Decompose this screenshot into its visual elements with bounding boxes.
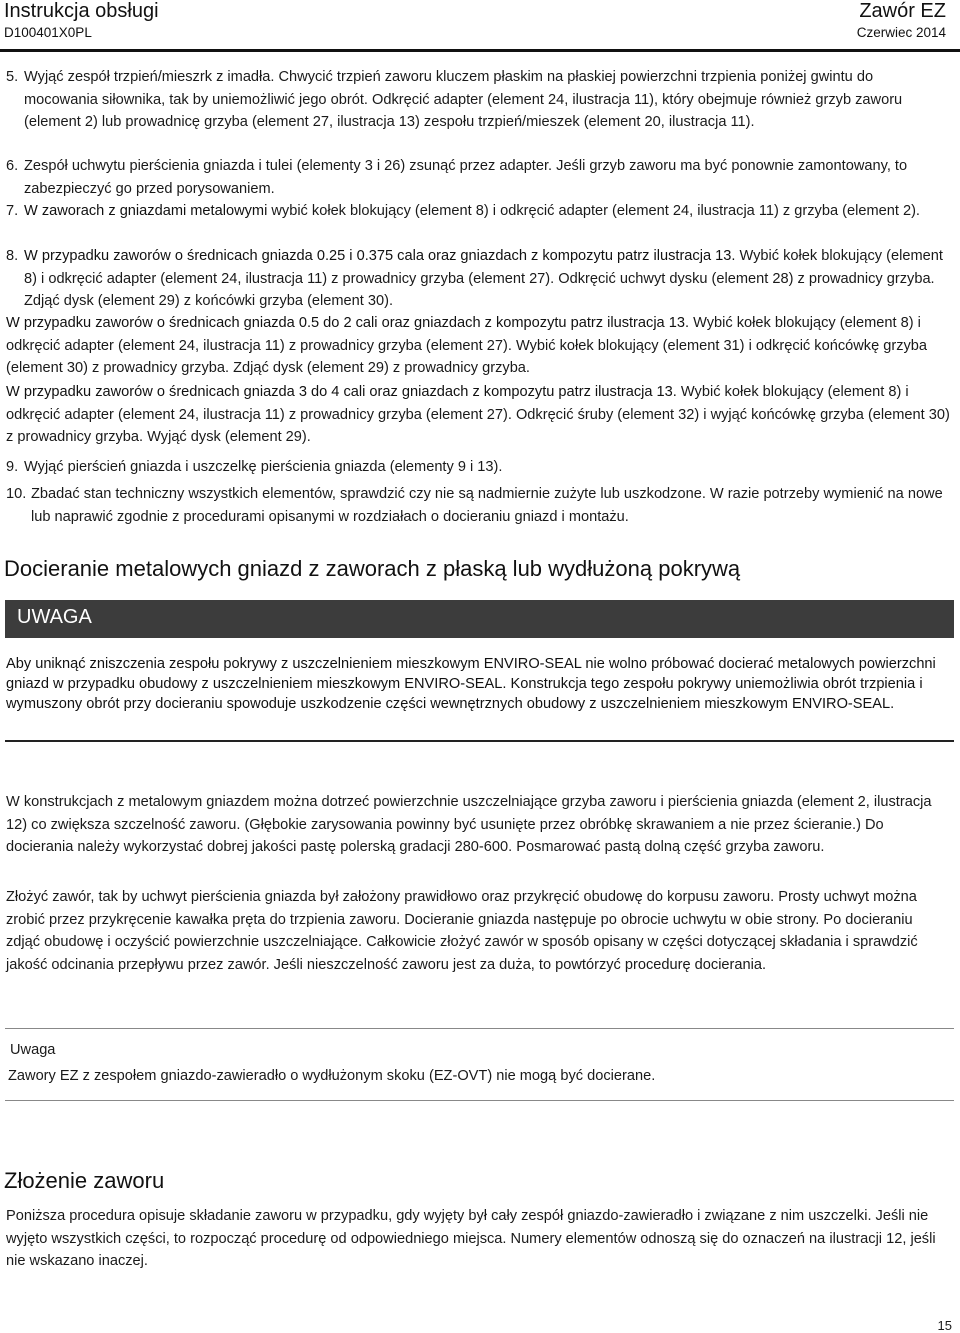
step-text: Wybić kołek blokujący (element 8) i odkręcić adapter (element 24, ilustracja 11) z prowadnicy grzyba (element 27). Odkręcić uchwyt dysku (element 28) z prowadnicy grzyba. Zdjąć dysk (element 29) z końcówki grzyba (element 30). [24,248,943,310]
lapping-paragraph-1: W konstrukcjach z metalowym gniazdem można dotrzeć powierzchnie uszczelniające grzyba zaworu i pierścienia gniazda (element 2, ilustracja 12) co zwiększa szczelność zaworu. (Głębokie zarysowania powinny być usunięte przez obróbkę skrawaniem a nie przez ścieranie.) Do docierania należy wykorzystać dobrej jakości pastę polerską gradacji 280-600. Posmarować pastą dolną część grzyba zaworu. [6,794,932,856]
step-lead: W przypadku zaworów o średnicach gniazda 0.5 do 2 cali oraz gniazdach z kompozytu patrz ilustracja 13. [6,315,690,331]
section-title-assembly: Złożenie zaworu [4,1168,165,1193]
step-8-case-0-5-to-2 [6,312,950,380]
step-text: Wybić kołek blokujący (element 8) i odkręcić adapter (element 24, ilustracja 11) z prowadnicy grzyba (element 27). Odkręcić śruby (element 32) i wyjąć końcówkę grzyba (element 30) z prowadnicy grzyba. Wyjąć dysk (element 29). [6,384,950,446]
step-text: wybić kołek blokujący (element 8) i odkręcić adapter (element 24, ilustracja 11) z grzyba (element 2). [267,203,920,219]
page-number: 15 [937,1318,952,1333]
warning-text: Aby uniknąć zniszczenia zespołu pokrywy z uszczelnieniem mieszkowym ENVIRO-SEAL nie wolno próbować docierać metalowych powierzchni gniazd w przypadku obudowy z uszczelnieniem mieszkowym ENVIRO-SEAL. Konstrukcja tego zespołu pokrywy uniemożliwia obrót trzpienia i wymuszony obrót przy docieraniu spowoduje uszkodzenie części wewnętrznych obudowy z uszczelnieniem mieszkowym ENVIRO-SEAL. [6,656,936,712]
note-text: Zawory EZ z zespołem gniazdo-zawieradło o wydłużonym skoku (EZ-OVT) nie mogą być docierane. [8,1068,656,1084]
step-text: Zbadać stan techniczny wszystkich elementów, sprawdzić czy nie są nadmiernie zużyte lub uszkodzone. W razie potrzeby wymienić na nowe lub naprawić zgodnie z procedurami opisanymi w rozdziałach o docieraniu gniazd i montażu. [31,486,943,525]
header-divider [0,49,960,52]
step-7 [6,200,950,223]
warning-bottom-divider [5,740,954,742]
product-title: Zawór EZ [859,0,946,22]
step-8 [6,245,950,313]
step-text: Zespół uchwytu pierścienia gniazda i tulei (elementy 3 i 26) zsunąć przez adapter. Jeśli grzyb zaworu ma być ponownie zamontowany, to zabezpieczyć go przed porysowaniem. [24,158,908,197]
step-body [24,245,950,313]
step-6 [6,155,950,200]
step-lead: W zaworach z gniazdami metalowymi [24,203,268,219]
document-code: D100401X0PL [4,25,92,40]
step-number: 8. [6,248,19,264]
step-lead: W przypadku zaworów o średnicach gniazda 3 do 4 cali oraz gniazdach z kompozytu patrz ilustracja 13. [6,384,677,400]
warning-banner [5,600,954,638]
step-number: 5. [6,69,19,85]
step-body [24,200,950,223]
note-bottom-divider [5,1100,954,1101]
step-number: 6. [6,158,19,174]
step-number: 10. [6,486,27,502]
publication-date: Czerwiec 2014 [856,25,946,40]
assembly-paragraph: Poniższa procedura opisuje składanie zaworu w przypadku, gdy wyjęty był cały zespół gniazdo-zawieradło i związane z nim uszczelki. Jeśli nie wyjęto wszystkich części, to rozpocząć procedurę od odpowiedniego miejsca. Numery elementów odnoszą się do oznaczeń na ilustracji 12, jeśli nie wskazano inaczej. [6,1208,936,1270]
step-number: 9. [6,459,19,475]
note-top-divider [5,1028,954,1029]
note-title: Uwaga [10,1042,56,1058]
step-text: Wyjąć pierścień gniazda i uszczelkę pierścienia gniazda (elementy 9 i 13). [24,459,503,475]
step-text: Wyjąć zespół trzpień/mieszrk z imadła. Chwycić trzpień zaworu kluczem płaskim na płaskiej powierzchni trzpienia poniżej gwintu do mocowania siłownika, tak by uniemożliwić jego obrót. Odkręcić adapter (element 24, ilustracja 11), który obejmuje również grzyb zaworu (element 2) lub prowadnicę grzyba (element 27, ilustracja 13) zespołu trzpień/mieszek (element 20, ilustracja 11). [24,69,903,131]
step-lead: W przypadku zaworów o średnicach gniazda 0.25 i 0.375 cala oraz gniazdach z kompozytu patrz ilustracja 13. [24,248,736,264]
step-10 [6,483,950,528]
step-text: Wybić kołek blokujący (element 8) i odkręcić adapter (element 24, ilustracja 11) z prowadnicy grzyba (element 27). Wybić kołek blokujący (element 31) i odkręcić końcówkę grzyba (element 30) z prowadnicy grzyba. Zdjąć dysk (element 29) z prowadnicy grzyba. [6,315,928,377]
page-header [0,0,960,56]
step-5 [6,66,950,134]
step-number: 7. [6,203,19,219]
step-9 [6,456,950,479]
warning-label: UWAGA [17,606,92,628]
step-8-case-3-to-4 [6,381,950,449]
section-title-lapping: Docieranie metalowych gniazd z zaworach z płaską lub wydłużoną pokrywą [4,556,741,581]
manual-title: Instrukcja obsługi [4,0,159,22]
lapping-paragraph-2: Złożyć zawór, tak by uchwyt pierścienia gniazda był założony prawidłowo oraz przykręcić obudowę do korpusu zaworu. Prosty uchwyt można zrobić przez przykręcenie kawałka pręta do trzpienia zaworu. Docieranie gniazda następuje po obrocie uchwytu w obie strony. Po docieraniu zdjąć obudowę i oczyścić powierzchnie uszczelniające. Całkowicie złożyć zawór w sposób opisany w części dotyczącej składania i sprawdzić jakość odcinania przepływu przez zawór. Jeśli nieszczelność zaworu jest za duża, to powtórzyć procedurę docierania. [6,889,918,973]
